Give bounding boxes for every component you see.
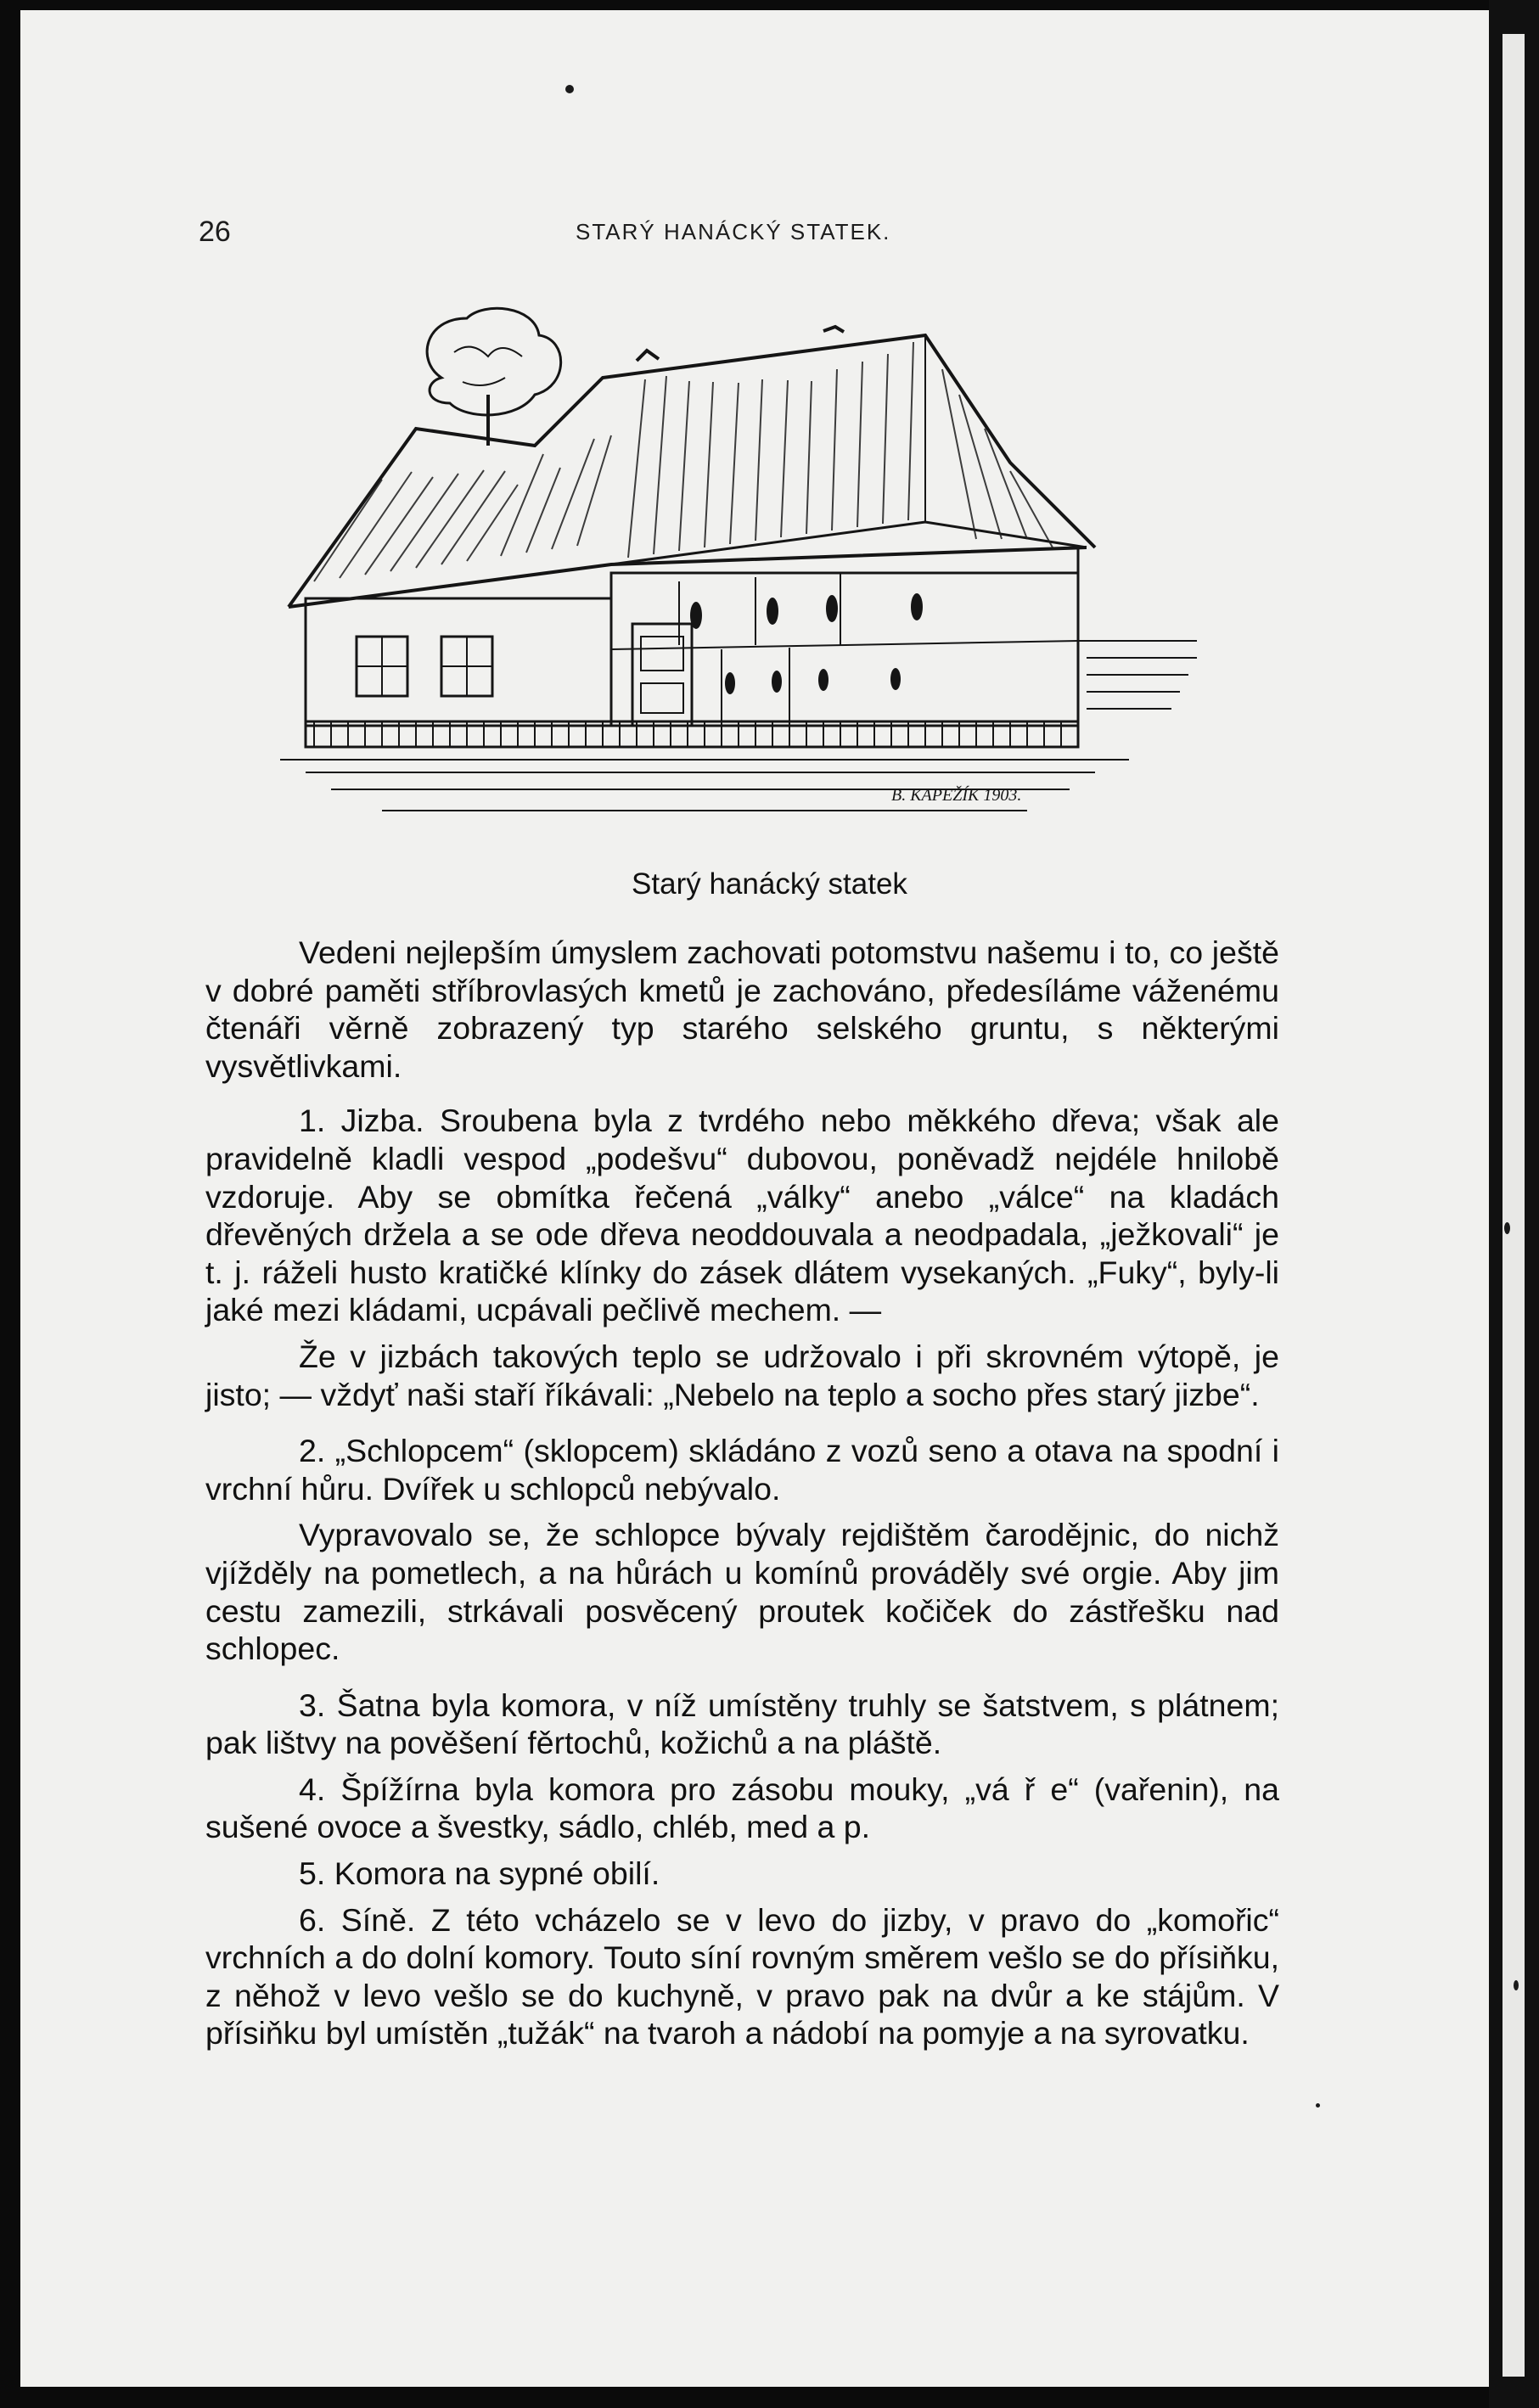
figure-caption: Starý hanácký statek: [632, 867, 907, 901]
running-head: [185, 216, 1340, 250]
farmhouse-illustration: [280, 301, 1205, 836]
next-page-edge: [1502, 34, 1525, 2377]
ink-speck: [1514, 1980, 1519, 1990]
paragraph-spizirna: 4. Špížírna byla komora pro zásobu mouky, „vá ř e“ (vařenin), na sušené ovoce a švestky, sádlo, chléb, med a p.: [205, 1771, 1279, 1845]
page-number: 26: [199, 216, 231, 248]
ink-speck: [1316, 2103, 1320, 2108]
paragraph-sine: 6. Síně. Z této vcházelo se v levo do jizby, v pravo do „komořic“ vrchních a do dolní komory. Touto síní rovným směrem vešlo se do přísiňku, z něhož v levo vešlo se do kuchyně, v pravo pak na dvůr a ke stájům. V přísiňku byl umístěn „tužák“ na tvaroh a nádobí na pomyje a na syrovatku.: [205, 1901, 1279, 2052]
paragraph-komora: 5. Komora na sypné obilí.: [299, 1855, 660, 1892]
svg-text:B. KAPEŽÍK 1903.: B. KAPEŽÍK 1903.: [891, 786, 1022, 805]
paragraph-carodejnice: Vypravovalo se, že schlopce bývaly rejdištěm čarodějnic, do nichž vjížděly na pometlech, a na hůrách u komínů prováděly své orgie. Aby jim cestu zamezili, strkávali posvěcený proutek kočiček do zástřešku nad schlopec.: [205, 1517, 1279, 1667]
paragraph-intro: Vedeni nejlepším úmyslem zachovati potomstvu našemu i to, co ještě v dobré paměti stříbrovlasých kmetů je zachováno, předesíláme váženému čtenáři věrně zobrazený typ starého selského gruntu, s některými vysvětlivkami.: [205, 935, 1279, 1084]
ink-speck: [565, 85, 574, 93]
body-text: [205, 934, 1279, 2061]
paragraph-satna: 3. Šatna byla komora, v níž umístěny truhly se šatstvem, s plátnem; pak lištvy na pověšení fěrtochů, kožichů a na pláště.: [205, 1687, 1279, 1761]
paragraph-teplo: Že v jizbách takových teplo se udržovalo i při skrovném výtopě, je jisto; — vždyť naši staří říkávali: „Nebelo na teplo a socho přes starý jizbe“.: [205, 1338, 1279, 1412]
running-title: STARÝ HANÁCKÝ STATEK.: [576, 219, 891, 244]
paragraph-jizba: 1. Jizba. Sroubena byla z tvrdého nebo měkkého dřeva; však ale pravidelně kladli vespod „podešvu“ dubovou, poněvadž nejdéle hnilobě vzdoruje. Aby se obmítka řečená „války“ anebo „válce“ na kladách dřevěných držela a se ode dřeva neoddouvala a neodpadala, „ježkovali“ je t. j. ráželi husto kratičké klínky do zásek dlátem vysekaných. „Fuky“, byly-li jaké mezi kládami, ucpávali pečlivě mechem. —: [205, 1103, 1279, 1328]
artist-signature: [891, 785, 1021, 805]
ink-speck: [1504, 1222, 1510, 1234]
paragraph-schlopec: 2. „Schlopcem“ (sklopcem) skládáno z vozů seno a otava na spodní i vrchní hůru. Dvířek u schlopců nebývalo.: [205, 1433, 1279, 1507]
